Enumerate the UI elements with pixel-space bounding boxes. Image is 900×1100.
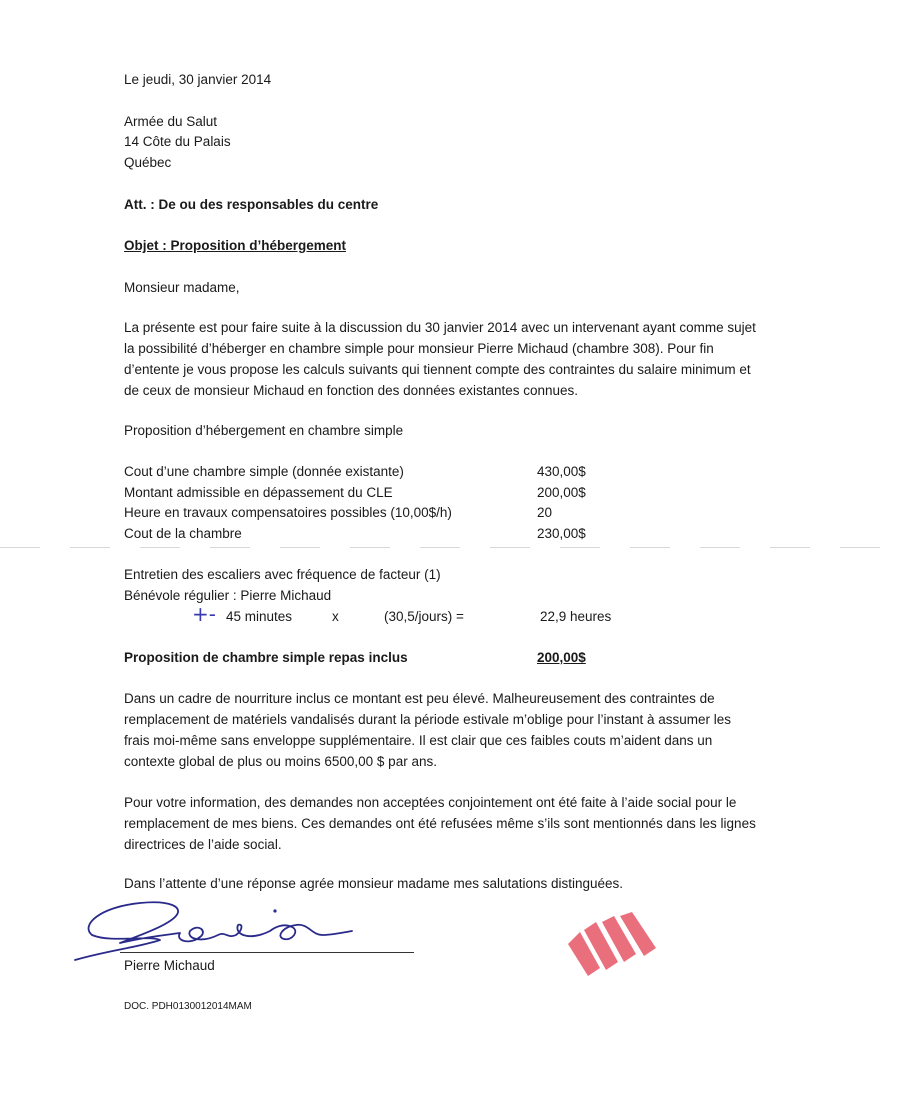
recipient-name: Armée du Salut (124, 114, 218, 129)
minutes-value: 45 minutes (226, 609, 293, 624)
attention-line: Att. : De ou des responsables du centre (124, 197, 379, 212)
handwritten-signature (70, 895, 370, 970)
recipient-street: 14 Côte du Palais (124, 134, 231, 149)
food-paragraph (124, 688, 764, 772)
intro-line: d’entente je vous propose les calculs suivants qui tiennent compte des contraintes du salaire minimum et (124, 362, 751, 377)
recipient-city: Québec (124, 155, 172, 170)
red-stamp-mark (564, 910, 664, 982)
signer-name: Pierre Michaud (124, 958, 215, 973)
letter-date: Le jeudi, 30 janvier 2014 (124, 72, 272, 87)
signature-line (120, 952, 414, 953)
hours-value: 22,9 heures (540, 609, 612, 624)
cost-row-label: Montant admissible en dépassement du CLE (124, 485, 393, 500)
handwritten-plus-minus-mark: +- (192, 602, 216, 626)
cost-row-value: 230,00$ (537, 526, 586, 541)
cost-row-label: Cout d’une chambre simple (donnée existante) (124, 464, 404, 479)
proposal-heading: Proposition d’hébergement en chambre simple (124, 423, 404, 438)
volunteer-line: Bénévole régulier : Pierre Michaud (124, 588, 332, 603)
food-line: remplacement de matériels vandalisés durant la période estivale m’oblige pour l’instant à assumer les (124, 712, 732, 727)
intro-line: La présente est pour faire suite à la discussion du 30 janvier 2014 avec un intervenant ayant comme sujet (124, 320, 756, 335)
food-line: Dans un cadre de nourriture inclus ce montant est peu élevé. Malheureusement des contraintes de (124, 691, 715, 706)
scan-artifact-line (0, 547, 900, 548)
cost-row-value: 20 (537, 505, 553, 520)
info-line: directrices de l’aide social. (124, 837, 282, 852)
times-symbol: x (332, 609, 339, 624)
document-reference: DOC. PDH0130012014MAM (124, 1001, 252, 1012)
cost-row-value: 430,00$ (537, 464, 586, 479)
closing-line: Dans l’attente d’une réponse agrée monsieur madame mes salutations distinguées. (124, 876, 624, 891)
info-line: remplacement de mes biens. Ces demandes ont été refusées même s’ils sont mentionnés dans les lignes (124, 816, 756, 831)
food-line: contexte global de plus ou moins 6500,00 $ par ans. (124, 754, 437, 769)
intro-line: de ceux de monsieur Michaud en fonction des données existantes connues. (124, 383, 579, 398)
cost-row-label: Cout de la chambre (124, 526, 242, 541)
food-line: frais moi-même sans enveloppe supplémentaire. Il est clair que ces faibles couts m’aident dans un (124, 733, 713, 748)
cost-row-label: Heure en travaux compensatoires possibles (10,00$/h) (124, 505, 452, 520)
per-day-value: (30,5/jours) = (384, 609, 464, 624)
final-proposal-label: Proposition de chambre simple repas inclus (124, 650, 408, 665)
final-proposal-value: 200,00$ (537, 650, 586, 665)
cost-row-value: 200,00$ (537, 485, 586, 500)
info-line: Pour votre information, des demandes non acceptées conjointement ont été faite à l’aide social pour le (124, 795, 737, 810)
maintenance-line: Entretien des escaliers avec fréquence de facteur (1) (124, 567, 441, 582)
subject-line: Objet : Proposition d’hébergement (124, 238, 347, 253)
intro-paragraph (124, 317, 764, 401)
salutation: Monsieur madame, (124, 280, 240, 295)
intro-line: la possibilité d’héberger en chambre simple pour monsieur Pierre Michaud (chambre 308). Pour fin (124, 341, 714, 356)
info-paragraph (124, 792, 764, 855)
